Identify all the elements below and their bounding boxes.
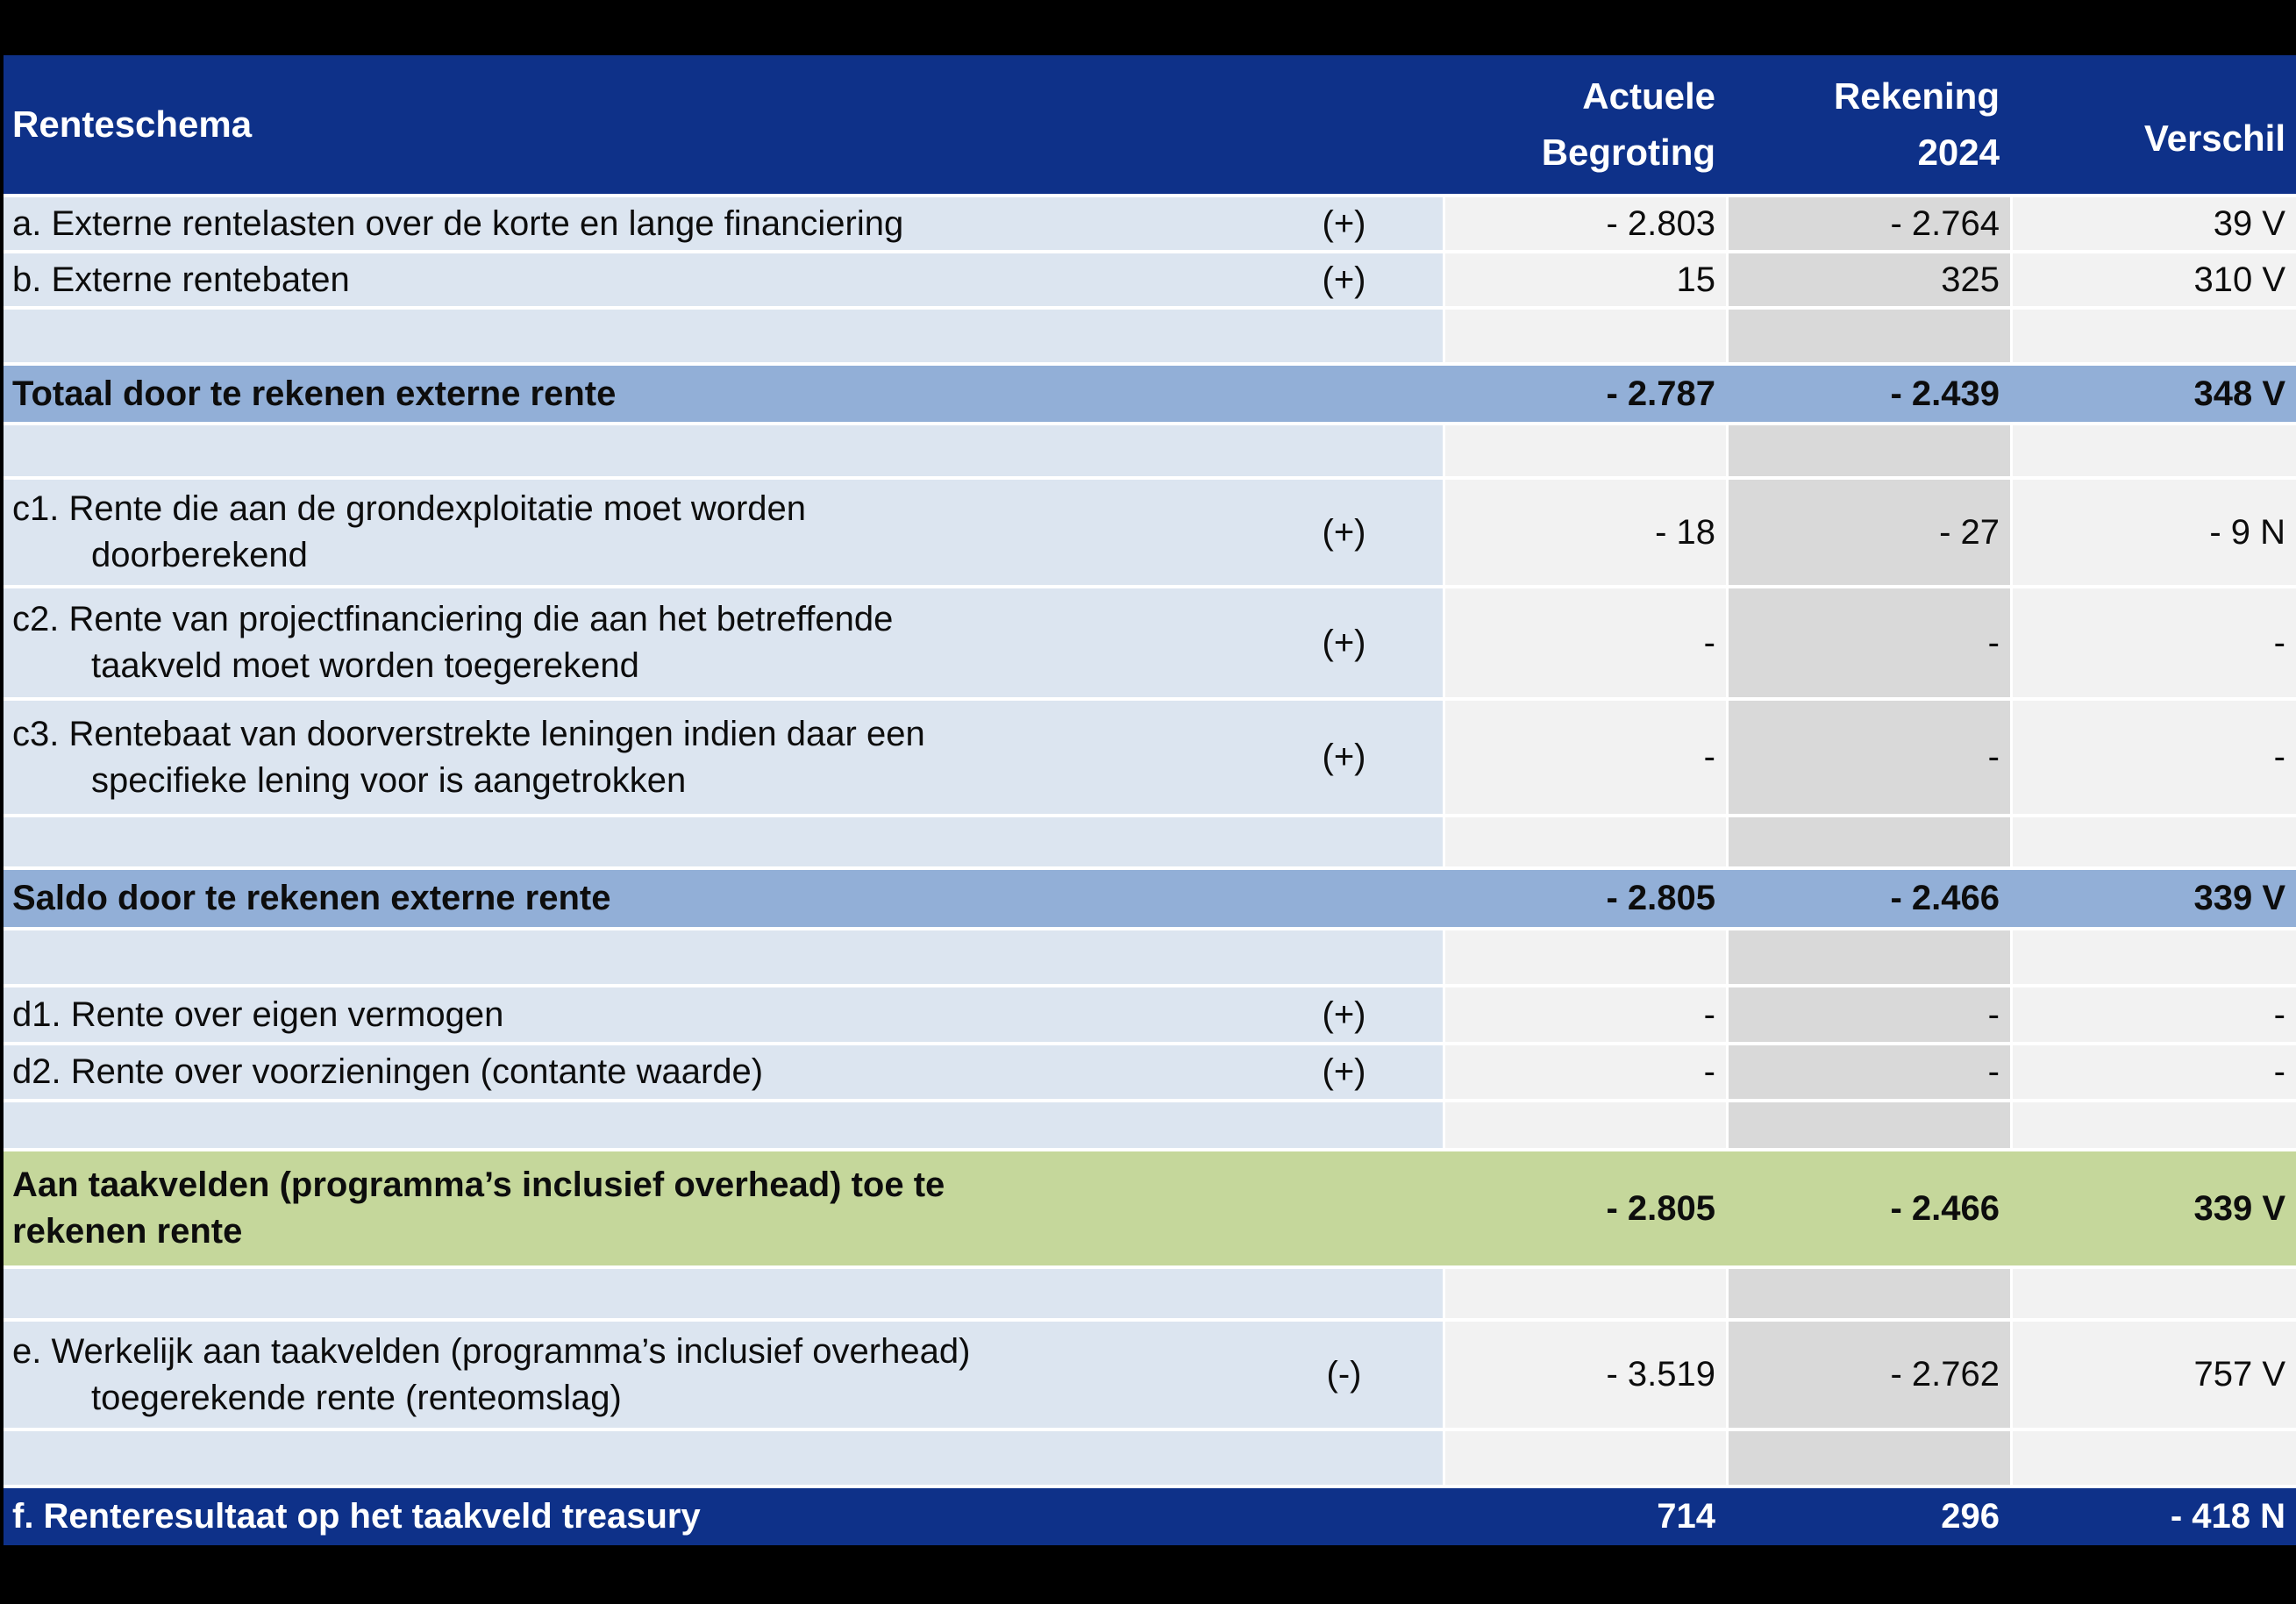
value-verschil: - <box>2010 1045 2296 1099</box>
sign-column-header <box>1245 55 1443 194</box>
value-rekening-2024: - 27 <box>1726 480 2010 585</box>
value-actuele-begroting: - <box>1443 1045 1726 1099</box>
label-cell: Totaal door te rekenen externe rente <box>12 374 617 413</box>
value-actuele-begroting: - <box>1443 588 1726 697</box>
row-saldo-door-te-rekenen-externe-rente <box>4 870 2296 930</box>
value-verschil: - <box>2010 701 2296 814</box>
row-d2 <box>4 1045 2296 1102</box>
value-actuele-begroting: - 18 <box>1443 480 1726 585</box>
value-actuele-begroting: - 3.519 <box>1443 1322 1726 1428</box>
value-rekening-2024: - 2.466 <box>1890 879 2000 917</box>
table-header-row <box>4 55 2296 197</box>
sign-cell: (+) <box>1245 1045 1443 1099</box>
value-actuele-begroting: - <box>1443 987 1726 1042</box>
row-c1 <box>4 480 2296 588</box>
label-cell: Saldo door te rekenen externe rente <box>12 879 611 918</box>
value-verschil: 339 V <box>2193 1188 2285 1228</box>
value-rekening-2024: - 2.439 <box>1890 374 2000 413</box>
row-e <box>4 1322 2296 1431</box>
empty-row <box>4 1102 2296 1151</box>
label-cell: b. Externe rentebaten <box>4 253 1245 306</box>
table-title-text: Renteschema <box>12 103 253 146</box>
row-totaal-door-te-rekenen-externe-rente <box>4 366 2296 425</box>
row-aan-taakvelden-toe-te-rekenen-rente <box>4 1151 2296 1269</box>
column-header-verschil: Verschil <box>2143 118 2285 159</box>
value-rekening-2024: - <box>1726 1045 2010 1099</box>
value-actuele-begroting: 15 <box>1443 253 1726 306</box>
value-actuele-begroting: - 2.805 <box>1606 1188 1715 1228</box>
row-f-renteresultaat <box>4 1488 2296 1545</box>
label-cell: f. Renteresultaat op het taakveld treasury <box>12 1497 701 1536</box>
row-d1 <box>4 987 2296 1045</box>
label-cell: c1. Rente die aan de grondexploitatie moet worden doorberekend <box>4 480 1245 585</box>
value-rekening-2024: - 2.764 <box>1726 197 2010 250</box>
renteschema-table <box>0 55 2296 1545</box>
row-c2 <box>4 588 2296 701</box>
value-rekening-2024: - 2.762 <box>1726 1322 2010 1428</box>
page <box>0 55 2296 1604</box>
label-cell: d2. Rente over voorzieningen (contante waarde) <box>4 1045 1245 1099</box>
empty-row <box>4 1431 2296 1488</box>
sign-cell: (+) <box>1245 480 1443 585</box>
label-cell: Aan taakvelden (programma’s inclusief overhead) toe te rekenen rente <box>12 1166 945 1251</box>
label-cell: e. Werkelijk aan taakvelden (programma’s inclusief overhead) toegerekende rente (renteomslag) <box>4 1322 1245 1428</box>
empty-row <box>4 817 2296 870</box>
sign-cell: (+) <box>1245 253 1443 306</box>
sign-cell: (+) <box>1245 701 1443 814</box>
value-rekening-2024: - <box>1726 588 2010 697</box>
value-verschil: 348 V <box>2193 374 2285 413</box>
value-verschil: - 9 N <box>2010 480 2296 585</box>
value-rekening-2024: - <box>1726 987 2010 1042</box>
value-actuele-begroting: - 2.805 <box>1606 879 1715 917</box>
value-verschil: 39 V <box>2010 197 2296 250</box>
label-cell: c3. Rentebaat van doorverstrekte leningen indien daar een specifieke lening voor is aangetrokken <box>4 701 1245 814</box>
empty-row <box>4 425 2296 480</box>
row-a <box>4 197 2296 253</box>
column-header-rekening-2024: Rekening 2024 <box>1833 75 2000 173</box>
value-verschil: 757 V <box>2010 1322 2296 1428</box>
sign-cell: (-) <box>1245 1322 1443 1428</box>
column-header-actuele-begroting: Actuele Begroting <box>1541 75 1715 173</box>
label-cell: d1. Rente over eigen vermogen <box>4 987 1245 1042</box>
value-actuele-begroting: - <box>1443 701 1726 814</box>
value-actuele-begroting: 714 <box>1657 1497 1715 1536</box>
value-verschil: 339 V <box>2193 879 2285 917</box>
label-cell: c2. Rente van projectfinanciering die aan het betreffende taakveld moet worden toegerekend <box>4 588 1245 697</box>
value-rekening-2024: 296 <box>1941 1497 2000 1536</box>
sign-cell: (+) <box>1245 588 1443 697</box>
table-title <box>4 55 1245 194</box>
value-verschil: - <box>2010 588 2296 697</box>
empty-row <box>4 930 2296 987</box>
label-cell: a. Externe rentelasten over de korte en lange financiering <box>4 197 1245 250</box>
value-actuele-begroting: - 2.803 <box>1443 197 1726 250</box>
value-verschil: - 418 N <box>2170 1497 2285 1536</box>
value-verschil: 310 V <box>2010 253 2296 306</box>
row-c3 <box>4 701 2296 817</box>
value-rekening-2024: - <box>1726 701 2010 814</box>
sign-cell: (+) <box>1245 987 1443 1042</box>
value-rekening-2024: 325 <box>1726 253 2010 306</box>
sign-cell: (+) <box>1245 197 1443 250</box>
value-verschil: - <box>2010 987 2296 1042</box>
row-b <box>4 253 2296 310</box>
value-rekening-2024: - 2.466 <box>1890 1188 2000 1228</box>
empty-row <box>4 310 2296 366</box>
value-actuele-begroting: - 2.787 <box>1606 374 1715 413</box>
empty-row <box>4 1269 2296 1322</box>
